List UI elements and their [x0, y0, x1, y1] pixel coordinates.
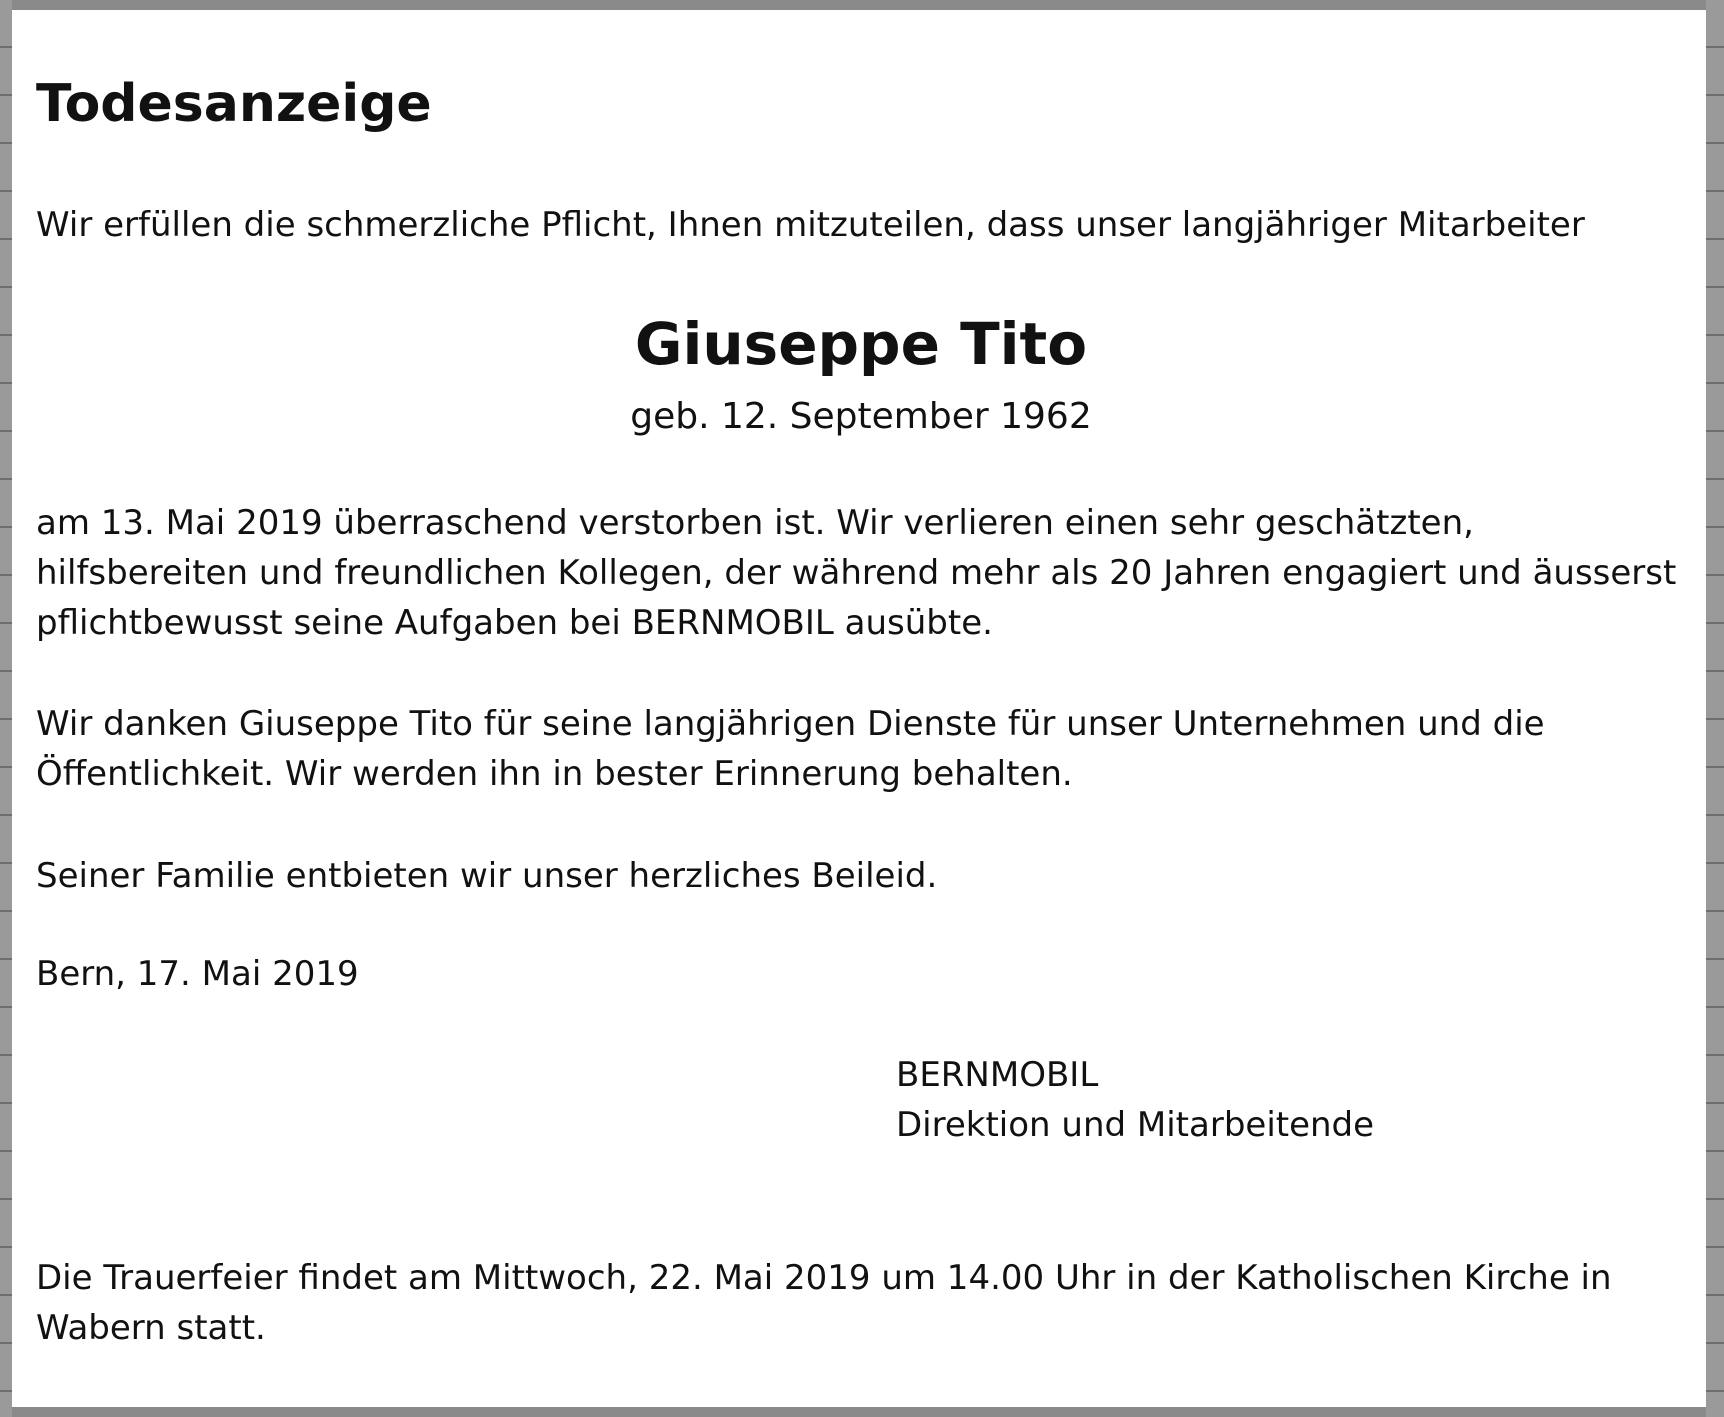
body-line-2: hilfsbereiten und freundlichen Kollegen, der während mehr als 20 Jahren engagiert und äusserst	[36, 553, 1677, 593]
notice-title: Todesanzeige	[36, 74, 432, 134]
funeral-line-2: Wabern statt.	[36, 1308, 266, 1348]
signature-dept: Direktion und Mitarbeitende	[896, 1105, 1375, 1145]
frame-border-bottom	[0, 1407, 1724, 1417]
thanks-line-2: Öffentlichkeit. Wir werden ihn in bester Erinnerung behalten.	[36, 754, 1073, 794]
funeral-line-1: Die Trauerfeier findet am Mittwoch, 22. Mai 2019 um 14.00 Uhr in der Katholischen Kirche in	[36, 1258, 1612, 1298]
signature-org: BERNMOBIL	[896, 1055, 1099, 1095]
body-line-3: pflichtbewusst seine Aufgaben bei BERNMOBIL ausübte.	[36, 603, 993, 643]
place-date: Bern, 17. Mai 2019	[36, 954, 359, 994]
frame-border-top	[0, 0, 1724, 10]
frame-gridlines-right	[1706, 0, 1724, 1417]
deceased-name: Giuseppe Tito	[634, 310, 1088, 378]
body-line-1: am 13. Mai 2019 überraschend verstorben ist. Wir verlieren einen sehr geschätzten,	[36, 503, 1474, 543]
thanks-line-1: Wir danken Giuseppe Tito für seine langjährigen Dienste für unser Unternehmen und die	[36, 704, 1545, 744]
frame-gridlines-left	[0, 0, 12, 1417]
intro-text: Wir erfüllen die schmerzliche Pflicht, Ihnen mitzuteilen, dass unser langjähriger Mitarbeiter	[36, 205, 1585, 245]
condolence-text: Seiner Familie entbieten wir unser herzliches Beileid.	[36, 856, 938, 896]
birth-date: geb. 12. September 1962	[630, 396, 1092, 437]
